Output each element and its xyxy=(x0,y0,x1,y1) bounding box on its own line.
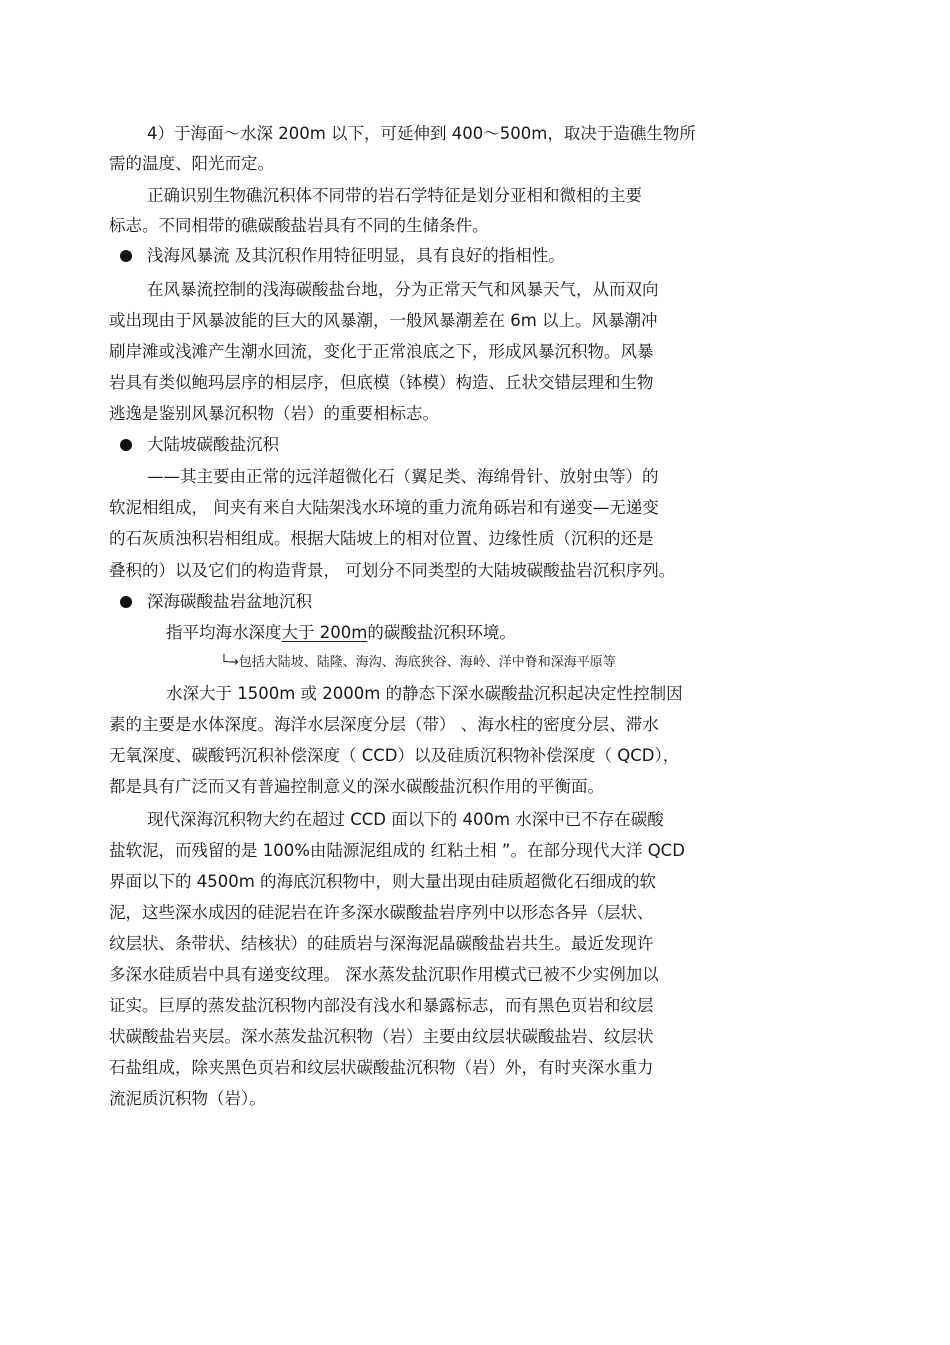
text-line: 盐软泥，而残留的是 100%由陆源泥组成的 红粘土相 ”。在部分现代大洋 QCD xyxy=(109,841,685,860)
text-line: 石盐组成，除夹黑色页岩和纹层状碳酸盐沉积物（岩）外，有时夹深水重力 xyxy=(109,1058,654,1077)
text-line: 界面以下的 4500m 的海底沉积物中，则大量出现由硅质超微化石细成的软 xyxy=(109,872,657,891)
annotation-note: └→包括大陆坡、陆隆、海沟、海底狭谷、海岭、洋中脊和深海平原等 xyxy=(220,655,616,670)
text-line: 正确识别生物礁沉积体不同带的岩石学特征是划分亚相和微相的主要 xyxy=(147,186,642,205)
text-line: 无氧深度、碳酸钙沉积补偿深度（ CCD）以及硅质沉积物补偿深度（ QCD）， xyxy=(109,746,680,765)
bullet-icon xyxy=(120,596,132,608)
text-line: 水深大于 1500m 或 2000m 的静态下深水碳酸盐沉积起决定性控制因 xyxy=(166,684,683,703)
text-line: 现代深海沉积物大约在超过 CCD 面以下的 400m 水深中已不存在碳酸 xyxy=(147,810,664,829)
text-segment: 指平均海水深度 xyxy=(166,623,282,642)
text-line: 在风暴流控制的浅海碳酸盐台地，分为正常天气和风暴天气，从而双向 xyxy=(147,280,659,299)
text-line: 岩具有类似鲍玛层序的相层序，但底模（钵模）构造、丘状交错层理和生物 xyxy=(109,373,654,392)
underlined-text: 大于 200m xyxy=(281,623,368,642)
text-line: ——其主要由正常的远洋超微化石（翼足类、海绵骨针、放射虫等）的 xyxy=(147,467,659,486)
text-line: 软泥相组成， 间夹有来自大陆架浅水环境的重力流角砾岩和有递变—无递变 xyxy=(109,498,659,517)
text-line: 多深水硅质岩中具有递变纹理。 深水蒸发盐沉职作用模式已被不少实例加以 xyxy=(109,965,659,984)
text-line: 标志。不同相带的礁碳酸盐岩具有不同的生储条件。 xyxy=(109,216,489,235)
text-line xyxy=(166,622,516,644)
bullet-icon xyxy=(120,439,132,451)
bullet-heading: 深海碳酸盐岩盆地沉积 xyxy=(147,592,312,611)
text-line: 4）于海面～水深 200m 以下，可延伸到 400～500m，取决于造礁生物所 xyxy=(147,124,696,143)
bullet-heading: 大陆坡碳酸盐沉积 xyxy=(147,435,279,454)
text-line: 素的主要是水体深度。海洋水层深度分层（带） 、海水柱的密度分层、滞水 xyxy=(109,715,659,734)
text-line: 流泥质沉积物（岩）。 xyxy=(109,1089,266,1108)
text-segment: 的碳酸盐沉积环境。 xyxy=(367,623,516,642)
text-line: 都是具有广泛而又有普遍控制意义的深水碳酸盐沉积作用的平衡面。 xyxy=(109,777,604,796)
text-line: 或出现由于风暴波能的巨大的风暴潮，一般风暴潮差在 6m 以上。风暴潮冲 xyxy=(109,311,658,330)
text-line: 状碳酸盐岩夹层。深水蒸发盐沉积物（岩）主要由纹层状碳酸盐岩、纹层状 xyxy=(109,1027,654,1046)
text-line: 需的温度、阳光而定。 xyxy=(109,154,274,173)
text-line: 逃逸是鉴别风暴沉积物（岩）的重要相标志。 xyxy=(109,404,439,423)
text-line: 刷岸滩或浅滩产生潮水回流，变化于正常浪底之下，形成风暴沉积物。风暴 xyxy=(109,342,654,361)
text-line: 纹层状、条带状、结核状）的硅质岩与深海泥晶碳酸盐岩共生。最近发现许 xyxy=(109,934,654,953)
bullet-heading: 浅海风暴流 及其沉积作用特征明显，具有良好的指相性。 xyxy=(147,246,565,265)
text-line: 证实。巨厚的蒸发盐沉积物内部没有浅水和暴露标志，而有黑色页岩和纹层 xyxy=(109,996,654,1015)
text-line: 的石灰质浊积岩相组成。根据大陆坡上的相对位置、边缘性质（沉积的还是 xyxy=(109,529,654,548)
text-line: 泥，这些深水成因的硅泥岩在许多深水碳酸盐岩序列中以形态各异（层状、 xyxy=(109,903,654,922)
bullet-icon xyxy=(120,250,132,262)
text-line: 叠积的）以及它们的构造背景， 可划分不同类型的大陆坡碳酸盐岩沉积序列。 xyxy=(109,561,676,580)
